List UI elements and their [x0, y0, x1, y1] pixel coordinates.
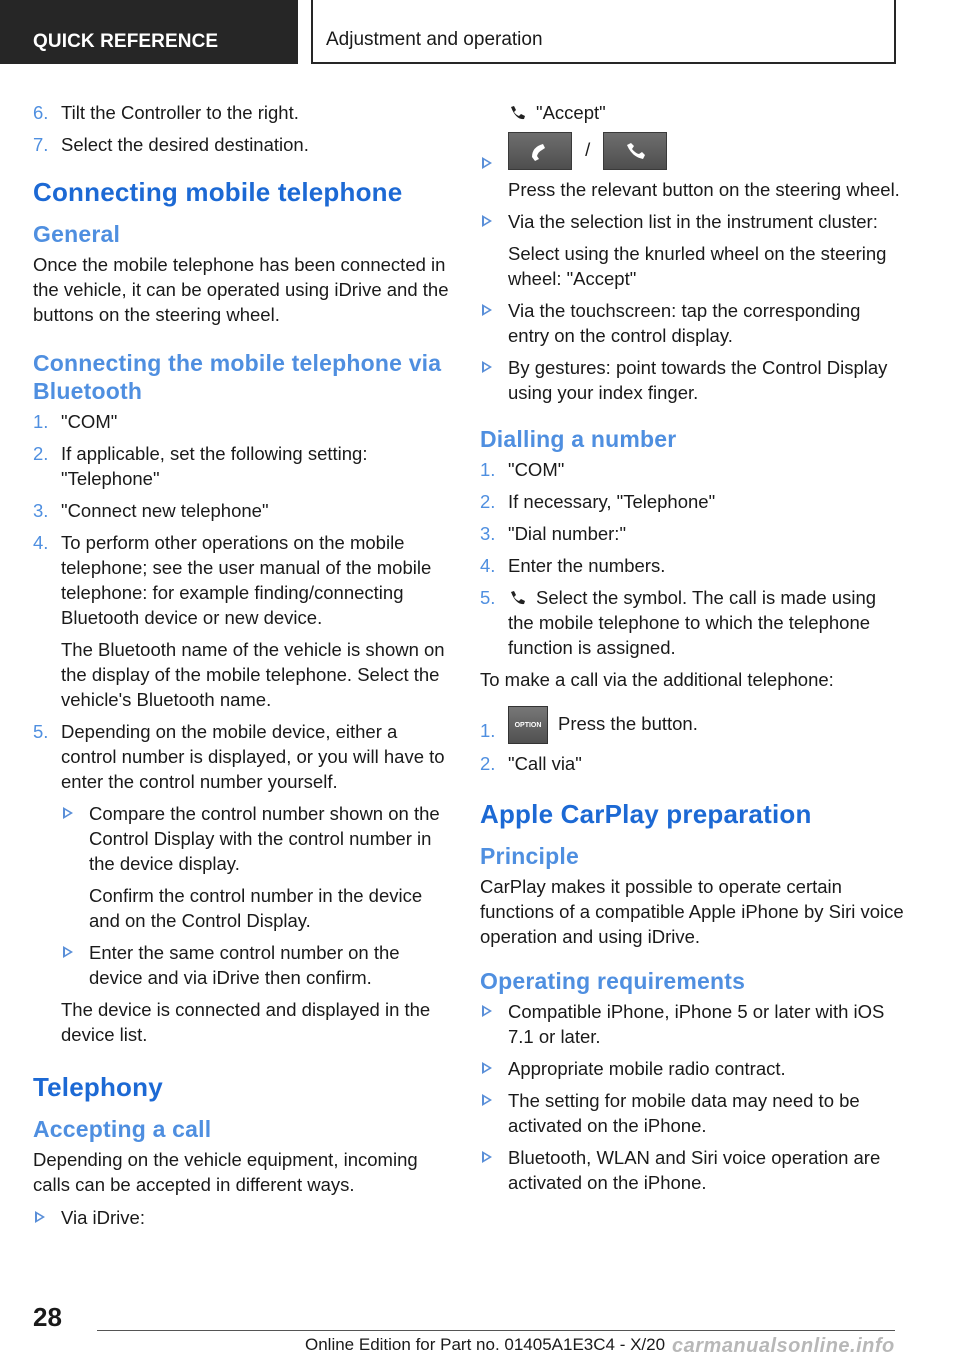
bullet-item: [480, 1056, 905, 1081]
heading-telephony: Telephony: [33, 1072, 163, 1102]
step-number: 1.: [480, 459, 496, 480]
section-tab: QUICK REFERENCE: [0, 0, 298, 64]
bullet-item: [480, 355, 905, 405]
step-text: Select the desired destination.: [61, 134, 309, 155]
bullet-triangle-icon: [482, 361, 492, 373]
phone-icon: [508, 105, 526, 121]
end-call-button-icon: [603, 132, 667, 170]
step-number: 4.: [480, 555, 496, 576]
step-note: The device is connected and displayed in the device list.: [61, 999, 431, 1045]
chapter-tab: Adjustment and operation: [311, 0, 896, 64]
step-number: 4.: [33, 532, 49, 553]
step-text: To perform other operations on the mobile telephone; see the user manual of the mobile telephone: for example finding/connecting Bluetooth device or new device.: [61, 532, 432, 628]
bullet-text: Via iDrive:: [61, 1207, 145, 1228]
page-number: 28: [33, 1302, 62, 1332]
bullet-item: [480, 298, 905, 348]
selection-note: Select using the knurled wheel on the steering wheel: "Accept": [508, 243, 887, 289]
bullet-item: [480, 1145, 905, 1195]
list-item: [480, 706, 905, 744]
principle-paragraph: CarPlay makes it possible to operate certain functions of a compatible Apple iPhone by Siri voice operation and using iDrive.: [480, 876, 904, 947]
bullet-triangle-icon: [35, 1211, 45, 1223]
step-text: "Call via": [508, 753, 582, 774]
bullet-text: The setting for mobile data may need to be activated on the iPhone.: [508, 1090, 860, 1136]
step-number: 2.: [33, 443, 49, 464]
bullet-item: [480, 1088, 905, 1138]
bullet-item: [61, 801, 453, 933]
bullet-item: [480, 999, 905, 1049]
list-item: [480, 521, 905, 546]
heading-connecting-mobile: Connecting mobile telephone: [33, 177, 403, 207]
right-column: [480, 100, 905, 1202]
step-number: 5.: [33, 721, 49, 742]
heading-general: General: [33, 221, 121, 247]
step-text: If applicable, set the following setting: "Telephone": [61, 443, 368, 489]
step-text: "Dial number:": [508, 523, 627, 544]
step-text: Depending on the mobile device, either a control number is displayed, or you will have to enter the control number yourself.: [61, 721, 445, 792]
bullet-triangle-icon: [482, 1062, 492, 1074]
step-number: 1.: [33, 411, 49, 432]
general-paragraph: Once the mobile telephone has been connected in the vehicle, it can be operated using iDrive and the buttons on the steering wheel.: [33, 254, 449, 325]
heading-dialling: Dialling a number: [480, 426, 677, 452]
bullet-triangle-icon: [482, 1151, 492, 1163]
watermark: carmanualsonline.info: [672, 1335, 895, 1357]
list-item: [33, 409, 453, 434]
bullet-text: Appropriate mobile radio contract.: [508, 1058, 786, 1079]
heading-bluetooth: Connecting the mobile telephone via Bluetooth: [33, 350, 442, 404]
step-text: Tilt the Controller to the right.: [61, 102, 299, 123]
bullet-note: Confirm the control number in the device and on the Control Display.: [89, 885, 423, 931]
left-column: [33, 100, 453, 1237]
bullet-triangle-icon: [63, 946, 73, 958]
step-number: 1.: [480, 720, 496, 741]
list-item: [33, 132, 453, 157]
slash-separator: /: [585, 138, 591, 160]
bullet-text: Via the selection list in the instrument cluster:: [508, 211, 878, 232]
steering-note: Press the relevant button on the steering wheel.: [508, 179, 900, 200]
list-item: [33, 719, 453, 1047]
accepting-paragraph: Depending on the vehicle equipment, incoming calls can be accepted in different ways.: [33, 1149, 418, 1195]
heading-principle: Principle: [480, 843, 579, 869]
step-text: Press the button.: [558, 712, 698, 734]
step-text: "COM": [61, 411, 118, 432]
step-text: "COM": [508, 459, 565, 480]
step-number: 6.: [33, 102, 49, 123]
heading-accepting-call: Accepting a call: [33, 1116, 212, 1142]
step-number: 5.: [480, 587, 496, 608]
list-item: [480, 489, 905, 514]
list-item: [480, 553, 905, 578]
step-number: 2.: [480, 753, 496, 774]
bullet-triangle-icon: [482, 157, 492, 169]
page-header: [0, 0, 960, 66]
accept-label: "Accept": [536, 102, 606, 123]
list-item: [480, 585, 905, 660]
list-item: [480, 457, 905, 482]
step-number: 2.: [480, 491, 496, 512]
list-item: [33, 441, 453, 491]
step-text: If necessary, "Telephone": [508, 491, 716, 512]
bullet-item: [33, 1205, 453, 1230]
bullet-item: [480, 209, 905, 291]
phone-icon: [508, 590, 526, 606]
heading-carplay: Apple CarPlay preparation: [480, 799, 812, 829]
list-item: [33, 498, 453, 523]
bullet-triangle-icon: [482, 1005, 492, 1017]
bullet-text: Enter the same control number on the device and via iDrive then confirm.: [89, 942, 400, 988]
bullet-triangle-icon: [63, 807, 73, 819]
edition-text: Online Edition for Part no. 01405A1E3C4 - X/20: [305, 1335, 666, 1354]
step-note: The Bluetooth name of the vehicle is shown on the display of the mobile telephone. Select the vehicle's Bluetooth name.: [61, 639, 445, 710]
footer-divider: [97, 1330, 895, 1331]
bullet-text: By gestures: point towards the Control Display using your index finger.: [508, 357, 888, 403]
bullet-item: [61, 940, 453, 990]
bullet-item: [480, 132, 905, 202]
bullet-text: Compatible iPhone, iPhone 5 or later with iOS 7.1 or later.: [508, 1001, 885, 1047]
bullet-triangle-icon: [482, 215, 492, 227]
list-item: [33, 530, 453, 712]
list-item: [33, 100, 453, 125]
accept-line: [480, 100, 905, 125]
step-text: Enter the numbers.: [508, 555, 666, 576]
step-number: 7.: [33, 134, 49, 155]
option-button-icon: OPTION: [508, 706, 548, 744]
step-text: "Connect new telephone": [61, 500, 269, 521]
bullet-text: Bluetooth, WLAN and Siri voice operation are activated on the iPhone.: [508, 1147, 881, 1193]
step-number: 3.: [480, 523, 496, 544]
heading-requirements: Operating requirements: [480, 968, 746, 994]
accept-call-button-icon: [508, 132, 572, 170]
step-number: 3.: [33, 500, 49, 521]
step-text: Select the symbol. The call is made using the mobile telephone to which the telephone function is assigned.: [508, 587, 877, 658]
bullet-triangle-icon: [482, 1094, 492, 1106]
bullet-text: Compare the control number shown on the Control Display with the control number in the device display.: [89, 803, 440, 874]
additional-phone-paragraph: To make a call via the additional telephone:: [480, 669, 834, 690]
bullet-text: Via the touchscreen: tap the corresponding entry on the control display.: [508, 300, 861, 346]
list-item: [480, 751, 905, 776]
bullet-triangle-icon: [482, 304, 492, 316]
